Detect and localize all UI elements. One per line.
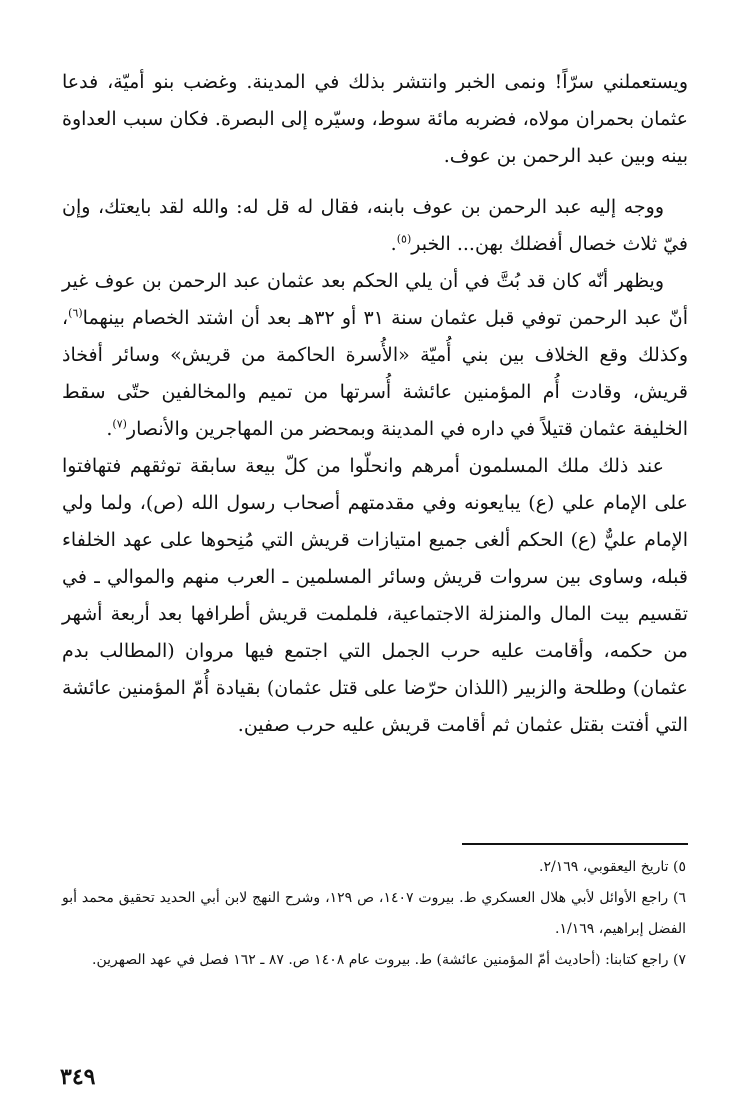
footnote-7: ٧) راجع كتابنا: (أحاديث أمّ المؤمنين عائشة) ط. بيروت عام ١٤٠٨ ص. ٨٧ ـ ١٦٢ فصل في عهد الصهرين. bbox=[92, 952, 686, 968]
page-number: ٣٤٩ bbox=[60, 1064, 96, 1090]
main-text bbox=[62, 64, 688, 744]
footnote-5: ٥) تاريخ اليعقوبي، ٢/١٦٩. bbox=[539, 859, 686, 875]
paragraph-3-text-b: ، وكذلك وقع الخلاف بين بني أُميّة «الأُسرة الحاكمة من قريش» وسائر أفخاذ قريش، وقادت أُم المؤمنين عائشة أُسرتها من تميم والمخالفين حتّى سقط الخليفة عثمان قتيلاً في داره في المدينة وبمحضر من المهاجرين والأنصار bbox=[62, 307, 688, 440]
footnote-ref-7: (٧) bbox=[112, 417, 127, 431]
footnote-divider bbox=[462, 843, 688, 845]
footnote-ref-6: (٦) bbox=[68, 306, 83, 320]
paragraph-2-text: ووجه إليه عبد الرحمن بن عوف بابنه، فقال له قل له: والله لقد بايعتك، وإن فيّ ثلاث خصال أفضلك بهن... الخبر bbox=[62, 196, 688, 255]
footnote-ref-5: (٥) bbox=[396, 232, 412, 246]
paragraph-3-text-a: ويظهر أنّه كان قد بُتَّ في أن يلي الحكم بعد عثمان عبد الرحمن بن عوف غير أنّ عبد الرحمن توفي قبل عثمان سنة ٣١ أو ٣٢هـ بعد أن اشتد الخصام بينهما bbox=[62, 270, 688, 329]
paragraph-3 bbox=[62, 263, 688, 448]
paragraph-1: ويستعملني سرّاً! ونمى الخبر وانتشر بذلك في المدينة. وغضب بنو أميّة، فدعا عثمان بحمران مولاه، فضربه مائة سوط، وسيّره إلى البصرة. فكان سبب العداوة بينه وبين عبد الرحمن بن عوف. bbox=[62, 71, 688, 167]
footnotes bbox=[62, 852, 686, 976]
footnote-6: ٦) راجع الأوائل لأبي هلال العسكري ط. بيروت ١٤٠٧، ص ١٢٩، وشرح النهج لابن أبي الحديد تحقيق محمد أبو الفضل إبراهيم، ١/١٦٩. bbox=[62, 890, 687, 937]
paragraph-2 bbox=[62, 189, 688, 263]
paragraph-3-end: . bbox=[106, 418, 113, 440]
paragraph-2-end: . bbox=[390, 233, 397, 255]
paragraph-4: عند ذلك ملك المسلمون أمرهم وانحلّوا من كلّ بيعة سابقة توثقهم فتهافتوا على الإمام علي (ع) يبايعونه وفي مقدمتهم أصحاب رسول الله (ص)، ولما ولي الإمام عليٌّ (ع) الحكم ألغى جميع امتيازات قريش التي مُنِحوها على عهد الخلفاء قبله، وساوى بين سروات قريش وسائر المسلمين ـ العرب منهم والموالي ـ في تقسيم بيت المال والمنزلة الاجتماعية، فلملمت قريش أطرافها بعد أربعة أشهر من حكمه، وأقامت عليه حرب الجمل التي اجتمع فيها مروان (المطالب بدم عثمان) وطلحة والزبير (اللذان حرّضا على قتل عثمان) بقيادة أُمّ المؤمنين عائشة التي أفتت بقتل عثمان ثم أقامت قريش عليه حرب صفين. bbox=[62, 455, 688, 736]
